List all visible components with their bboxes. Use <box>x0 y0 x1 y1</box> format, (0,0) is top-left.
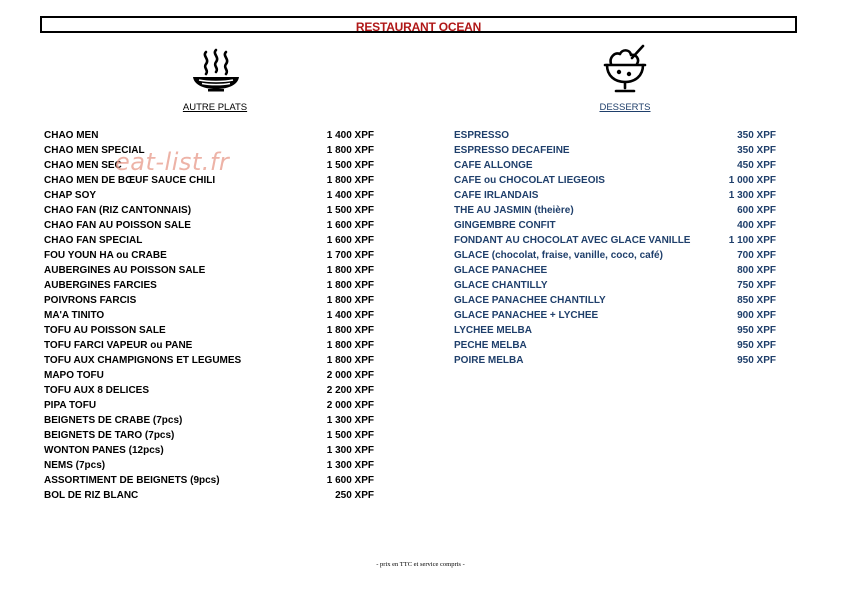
menu-item-price: 1 400 XPF <box>326 190 374 201</box>
menu-item <box>44 218 374 233</box>
menu-item <box>44 278 374 293</box>
menu-item-name: AUBERGINES AU POISSON SALE <box>44 265 206 276</box>
menu-item-name: CHAO FAN AU POISSON SALE <box>44 220 191 231</box>
menu-item-price: 950 XPF <box>737 355 776 366</box>
menu-item <box>44 443 374 458</box>
menu-item <box>454 278 776 293</box>
menu-item-price: 950 XPF <box>737 340 776 351</box>
menu-item <box>44 323 374 338</box>
menu-item <box>44 338 374 353</box>
menu-item <box>454 293 776 308</box>
ice-cream-sundae-icon <box>601 44 649 94</box>
menu-item-name: GINGEMBRE CONFIT <box>454 220 556 231</box>
menu-item <box>44 368 374 383</box>
menu-item-name: BEIGNETS DE CRABE (7pcs) <box>44 415 183 426</box>
menu-item-price: 1 000 XPF <box>728 175 776 186</box>
menu-item-price: 1 700 XPF <box>326 250 374 261</box>
menu-item-name: MAPO TOFU <box>44 370 104 381</box>
menu-item <box>454 218 776 233</box>
menu-item-price: 1 600 XPF <box>326 220 374 231</box>
menu-item <box>454 173 776 188</box>
menu-item <box>454 143 776 158</box>
menu-item <box>44 383 374 398</box>
menu-item-price: 1 400 XPF <box>326 310 374 321</box>
restaurant-title: RESTAURANT OCEAN <box>355 20 482 34</box>
menu-item-name: CHAO MEN DE BŒUF SAUCE CHILI <box>44 175 216 186</box>
menu-item <box>454 158 776 173</box>
menu-item-price: 700 XPF <box>737 250 776 261</box>
menu-item-name: CHAO MEN SPECIAL <box>44 145 145 156</box>
menu-item-price: 1 600 XPF <box>326 475 374 486</box>
menu-item-price: 350 XPF <box>737 145 776 156</box>
menu-item <box>454 233 776 248</box>
menu-item-price: 1 800 XPF <box>326 340 374 351</box>
menu-item-name: ESPRESSO DECAFEINE <box>454 145 570 156</box>
watermark: eat-list.fr <box>115 148 230 176</box>
menu-item <box>44 308 374 323</box>
menu-item-price: 2 000 XPF <box>326 370 374 381</box>
desserts-list <box>454 128 776 368</box>
menu-item-name: CHAO MEN SEC <box>44 160 122 171</box>
menu-item-name: CHAO FAN (RIZ CANTONNAIS) <box>44 205 192 216</box>
menu-item-name: WONTON PANES (12pcs) <box>44 445 164 456</box>
menu-item-price: 1 800 XPF <box>326 295 374 306</box>
menu-item-name: GLACE PANACHEE CHANTILLY <box>454 295 606 306</box>
menu-item-price: 1 800 XPF <box>326 175 374 186</box>
menu-item-price: 1 500 XPF <box>326 205 374 216</box>
menu-item-name: ASSORTIMENT DE BEIGNETS (9pcs) <box>44 475 220 486</box>
menu-item-name: BEIGNETS DE TARO (7pcs) <box>44 430 175 441</box>
menu-item <box>44 428 374 443</box>
menu-item-price: 600 XPF <box>737 205 776 216</box>
menu-item-price: 1 400 XPF <box>326 130 374 141</box>
menu-item-name: PECHE MELBA <box>454 340 527 351</box>
menu-item <box>454 203 776 218</box>
menu-item-name: FONDANT AU CHOCOLAT AVEC GLACE VANILLE <box>454 235 691 246</box>
menu-item-name: MA'A TINITO <box>44 310 105 321</box>
menu-item <box>44 398 374 413</box>
menu-item-price: 1 500 XPF <box>326 430 374 441</box>
menu-item <box>44 248 374 263</box>
menu-item-price: 350 XPF <box>737 130 776 141</box>
menu-item-price: 1 800 XPF <box>326 325 374 336</box>
menu-item-price: 2 000 XPF <box>326 400 374 411</box>
menu-item <box>44 263 374 278</box>
noodles-bowl-icon <box>190 48 242 92</box>
menu-item-price: 1 100 XPF <box>728 235 776 246</box>
menu-item-name: CAFE ALLONGE <box>454 160 533 171</box>
menu-item-name: CHAO FAN SPECIAL <box>44 235 143 246</box>
menu-item-price: 450 XPF <box>737 160 776 171</box>
menu-item-price: 1 300 XPF <box>326 445 374 456</box>
menu-item-name: GLACE (chocolat, fraise, vanille, coco, café) <box>454 250 663 261</box>
menu-item-price: 1 300 XPF <box>326 415 374 426</box>
menu-item-name: CAFE ou CHOCOLAT LIEGEOIS <box>454 175 605 186</box>
menu-item-name: TOFU AU POISSON SALE <box>44 325 166 336</box>
menu-item <box>454 308 776 323</box>
menu-item <box>44 488 374 503</box>
menu-item-name: POIRE MELBA <box>454 355 524 366</box>
menu-item <box>44 233 374 248</box>
section-heading-autre-plats: AUTRE PLATS <box>182 102 248 113</box>
menu-item-price: 400 XPF <box>737 220 776 231</box>
menu-item-price: 1 800 XPF <box>326 355 374 366</box>
menu-item <box>454 353 776 368</box>
menu-item-price: 1 800 XPF <box>326 265 374 276</box>
menu-item-price: 2 200 XPF <box>326 385 374 396</box>
menu-item-price: 250 XPF <box>335 490 374 501</box>
menu-item <box>454 323 776 338</box>
menu-item <box>44 293 374 308</box>
menu-item <box>454 338 776 353</box>
menu-item <box>44 473 374 488</box>
menu-item-name: NEMS (7pcs) <box>44 460 106 471</box>
menu-item <box>454 248 776 263</box>
menu-item <box>44 128 374 143</box>
menu-item-price: 1 300 XPF <box>728 190 776 201</box>
menu-item-name: TOFU AUX 8 DELICES <box>44 385 150 396</box>
menu-item-name: FOU YOUN HA ou CRABE <box>44 250 167 261</box>
menu-item-name: AUBERGINES FARCIES <box>44 280 157 291</box>
menu-item-name: GLACE PANACHEE + LYCHEE <box>454 310 599 321</box>
price-note: - prix en TTC et service compris - <box>376 561 465 568</box>
menu-item-name: POIVRONS FARCIS <box>44 295 137 306</box>
menu-item-name: CHAO MEN <box>44 130 99 141</box>
title-banner <box>40 16 797 33</box>
menu-item-price: 800 XPF <box>737 265 776 276</box>
menu-item-price: 950 XPF <box>737 325 776 336</box>
menu-item-price: 750 XPF <box>737 280 776 291</box>
menu-item-price: 1 300 XPF <box>326 460 374 471</box>
menu-item-price: 850 XPF <box>737 295 776 306</box>
menu-item-name: TOFU AUX CHAMPIGNONS ET LEGUMES <box>44 355 242 366</box>
menu-item-price: 900 XPF <box>737 310 776 321</box>
menu-item <box>454 188 776 203</box>
menu-item-price: 1 500 XPF <box>326 160 374 171</box>
menu-item <box>44 188 374 203</box>
autre-plats-list <box>44 128 374 503</box>
menu-item-name: PIPA TOFU <box>44 400 97 411</box>
section-heading-desserts: DESSERTS <box>599 102 651 113</box>
menu-item-name: ESPRESSO <box>454 130 510 141</box>
menu-item <box>44 413 374 428</box>
menu-item-price: 1 800 XPF <box>326 280 374 291</box>
menu-item <box>454 128 776 143</box>
menu-item-name: LYCHEE MELBA <box>454 325 532 336</box>
menu-item-name: GLACE PANACHEE <box>454 265 548 276</box>
menu-item <box>44 353 374 368</box>
menu-item <box>44 203 374 218</box>
menu-item-name: CAFE IRLANDAIS <box>454 190 539 201</box>
menu-item-name: BOL DE RIZ BLANC <box>44 490 139 501</box>
menu-item-name: THE AU JASMIN (theière) <box>454 205 574 216</box>
menu-item-price: 1 600 XPF <box>326 235 374 246</box>
menu-item <box>44 458 374 473</box>
menu-item-name: GLACE CHANTILLY <box>454 280 548 291</box>
menu-item-price: 1 800 XPF <box>326 145 374 156</box>
menu-item-name: TOFU FARCI VAPEUR ou PANE <box>44 340 193 351</box>
menu-item <box>454 263 776 278</box>
menu-item-name: CHAP SOY <box>44 190 97 201</box>
